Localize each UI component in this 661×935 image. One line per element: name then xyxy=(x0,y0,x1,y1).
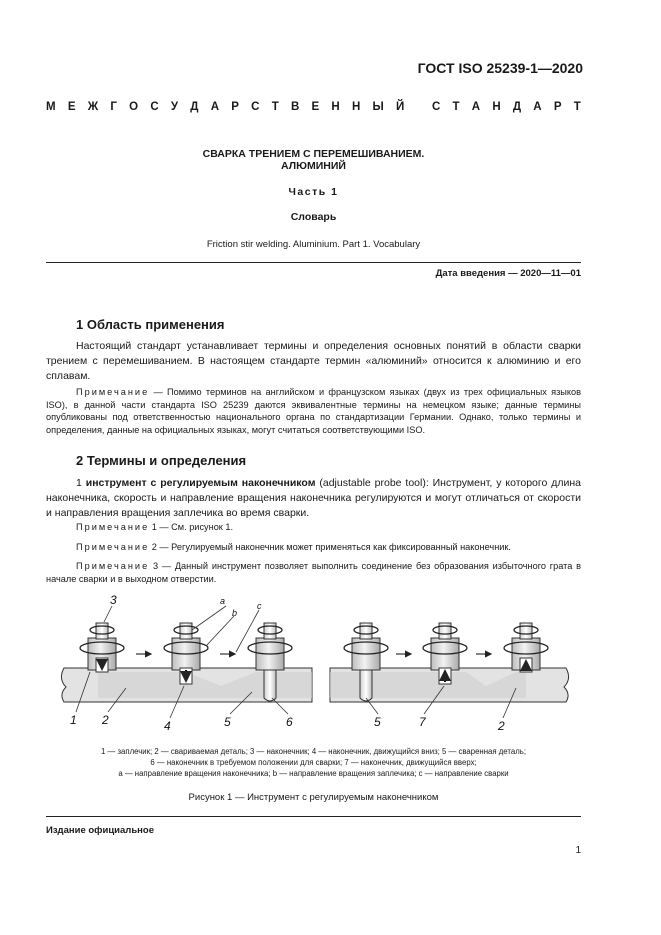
part-label: Часть 1 xyxy=(288,186,339,198)
note-text: 2 — Регулируемый наконечник может применяться как фиксированный наконечник. xyxy=(149,542,511,552)
term-note-3 xyxy=(46,560,581,585)
banner-letter: Н xyxy=(351,101,361,113)
banner-letter: А xyxy=(210,101,220,113)
note-label: Примечание xyxy=(76,561,150,571)
footer-rule xyxy=(46,816,581,817)
banner-letter: С xyxy=(431,101,441,113)
term-note-1 xyxy=(46,521,581,534)
figure-label-6: 6 xyxy=(286,715,293,729)
banner-letter: Т xyxy=(452,101,460,113)
figure-label-1: 1 xyxy=(70,713,77,727)
banner-letter: М xyxy=(46,101,56,113)
figure-label-a: a xyxy=(220,596,226,606)
banner-letter: Р xyxy=(231,101,239,113)
english-title: Friction stir welding. Aluminium. Part 1. Vocabulary xyxy=(206,239,421,250)
note-label: Примечание xyxy=(76,387,150,397)
banner-letter: У xyxy=(170,101,179,113)
legend-line-2: 6 — наконечник в требуемом положении для сварки; 7 — наконечник, движущийся вверх; xyxy=(150,758,477,767)
banner-letter: Ж xyxy=(87,101,99,113)
banner-letter: Т xyxy=(573,101,581,113)
figure-label-5: 5 xyxy=(224,715,231,729)
banner-letter: О xyxy=(129,101,139,113)
term-note-2 xyxy=(46,541,581,554)
figure-label-4: 4 xyxy=(164,719,171,733)
figure-legend xyxy=(46,746,581,779)
banner-letter: Н xyxy=(492,101,501,113)
figure-label-2: 2 xyxy=(102,713,109,727)
tool-position-1 xyxy=(80,623,124,672)
figure-label-7: 7 xyxy=(419,715,426,729)
banner-letter: А xyxy=(471,101,481,113)
section-1-note xyxy=(46,386,581,436)
note-text: — Помимо терминов на английском и французском языках (двух из трех официальных языков ISO), в данной части стандарта ISO 25239 даются эквивалентные термины на немецком языке; данные термины опубликованы под ответственностью национального органа по стандартизации Германии. Однако, только термины и определения, данные на официальных языках, могут считаться соответствующими ISO. xyxy=(46,387,581,435)
banner-letter: Д xyxy=(190,101,199,113)
note-label: Примечание xyxy=(76,542,150,552)
banner-letter xyxy=(417,101,420,113)
figure-adjustable-probe-tool xyxy=(46,590,581,740)
banner-letter: А xyxy=(533,101,542,113)
section-1-paragraph xyxy=(46,339,581,384)
legend-line-3: a — направление вращения наконечника; b — направление вращения заплечика; c — направление сварки xyxy=(118,769,509,778)
header-rule xyxy=(46,262,581,263)
term-number: 1 xyxy=(76,477,86,489)
banner-letter: Е xyxy=(67,101,76,113)
note-text: 1 — См. рисунок 1. xyxy=(149,522,234,532)
document-code: ГОСТ ISO 25239-1—2020 xyxy=(417,60,583,76)
banner-letter: Й xyxy=(396,101,405,113)
banner-letter: Г xyxy=(110,101,117,113)
banner-letter: Р xyxy=(553,101,562,113)
introduction-date: Дата введения — 2020—11—01 xyxy=(435,268,581,279)
banner-letter: С xyxy=(251,101,260,113)
banner-letter: Т xyxy=(271,101,279,113)
interstate-standard-banner xyxy=(46,101,581,113)
section-2-heading: 2 Термины и определения xyxy=(76,453,247,468)
term-name: инструмент с регулируемым наконечником xyxy=(85,477,316,489)
title-line-2: АЛЮМИНИЙ xyxy=(281,160,346,172)
banner-letter: С xyxy=(150,101,159,113)
title-line-1: СВАРКА ТРЕНИЕМ С ПЕРЕМЕШИВАНИЕМ. xyxy=(202,148,425,160)
subtitle: Словарь xyxy=(290,211,337,223)
section-1-heading: 1 Область применения xyxy=(76,317,225,332)
banner-letter: Н xyxy=(331,101,340,113)
legend-line-1: 1 — заплечик; 2 — свариваемая деталь; 3 — наконечник; 4 — наконечник, движущийся вниз; 5 — сваренная деталь; xyxy=(101,747,526,756)
banner-letter: В xyxy=(290,101,300,113)
section-1-paragraph-text: Настоящий стандарт устанавливает термины и определения основных понятий в области сварки трением с перемешиванием. В настоящем стандарте термин «алюминий» относится к алюминию и его сплавам. xyxy=(46,340,581,382)
figure-label-c: c xyxy=(257,601,262,611)
banner-letter: Д xyxy=(512,101,522,113)
figure-label-b: b xyxy=(232,608,238,618)
tool-position-6 xyxy=(504,623,548,672)
note-text: 3 — Данный инструмент позволяет выполнить соединение без образования избыточного грата в начале сварки и в выходном отверстии. xyxy=(46,561,581,584)
figure-label-5b: 5 xyxy=(374,715,381,729)
figure-caption: Рисунок 1 — Инструмент с регулируемым наконечником xyxy=(188,792,439,803)
figure-label-2b: 2 xyxy=(498,719,505,733)
banner-letter: Ы xyxy=(372,101,384,113)
page-number: 1 xyxy=(575,845,581,856)
term-1-definition xyxy=(46,476,581,521)
banner-letter: Е xyxy=(311,101,320,113)
edition-label: Издание официальное xyxy=(46,825,154,836)
term-definition-text: (adjustable probe tool): Инструмент, у которого длина наконечника, скорость и направление вращения наконечника регулируются и могут отличаться от скорости и направления вращения заплечика во время сварки. xyxy=(46,477,581,519)
figure-label-3: 3 xyxy=(110,593,117,607)
note-label: Примечание xyxy=(76,522,150,532)
